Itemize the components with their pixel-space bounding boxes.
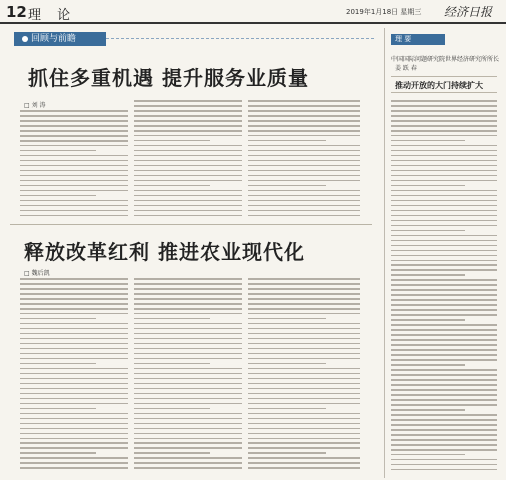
text-line bbox=[248, 333, 360, 335]
text-line bbox=[20, 383, 128, 385]
text-line bbox=[134, 140, 210, 142]
text-line bbox=[391, 374, 497, 376]
text-line bbox=[391, 200, 497, 202]
article2-body-col1 bbox=[20, 278, 128, 472]
text-line bbox=[391, 389, 497, 391]
text-line bbox=[134, 462, 242, 464]
text-line bbox=[391, 349, 497, 351]
text-line bbox=[134, 125, 242, 127]
text-line bbox=[391, 100, 497, 102]
text-line bbox=[248, 398, 360, 400]
text-line bbox=[391, 245, 497, 247]
text-line bbox=[248, 278, 360, 280]
text-line bbox=[391, 429, 497, 431]
text-line bbox=[20, 210, 128, 212]
text-line bbox=[20, 175, 128, 177]
text-line bbox=[134, 438, 242, 440]
text-line bbox=[248, 210, 360, 212]
text-line bbox=[391, 250, 497, 252]
text-line bbox=[20, 160, 128, 162]
text-line bbox=[134, 115, 242, 117]
text-line bbox=[248, 215, 360, 217]
text-line bbox=[20, 195, 96, 197]
text-line bbox=[20, 130, 128, 132]
newspaper-logo: 经济日报 bbox=[444, 5, 493, 19]
text-line bbox=[20, 155, 128, 157]
text-line bbox=[20, 353, 128, 355]
text-line bbox=[248, 433, 360, 435]
text-line bbox=[248, 388, 360, 390]
text-line bbox=[20, 388, 128, 390]
text-line bbox=[248, 403, 360, 405]
text-line bbox=[391, 414, 497, 416]
article1-headline: 抓住多重机遇 提升服务业质量 bbox=[28, 66, 309, 90]
text-line bbox=[20, 403, 128, 405]
text-line bbox=[248, 303, 360, 305]
text-line bbox=[248, 165, 360, 167]
column-banner bbox=[14, 32, 106, 46]
text-line bbox=[391, 274, 465, 276]
text-line bbox=[391, 135, 497, 137]
text-line bbox=[134, 433, 242, 435]
text-line bbox=[134, 110, 242, 112]
article1-body-col3 bbox=[248, 100, 360, 220]
text-line bbox=[134, 447, 242, 449]
text-line bbox=[248, 378, 360, 380]
text-line bbox=[134, 100, 242, 102]
text-line bbox=[391, 354, 497, 356]
text-line bbox=[391, 220, 497, 222]
text-line bbox=[248, 140, 326, 142]
text-line bbox=[20, 115, 128, 117]
text-line bbox=[248, 130, 360, 132]
text-line bbox=[391, 255, 497, 257]
text-line bbox=[391, 279, 497, 281]
text-line bbox=[391, 369, 497, 371]
text-line bbox=[134, 145, 242, 147]
text-line bbox=[248, 373, 360, 375]
text-line bbox=[20, 378, 128, 380]
article1-body-col2 bbox=[134, 100, 242, 220]
text-line bbox=[134, 308, 242, 310]
right-author-affiliation: 中国国际问题研究院世界经济研究所所长 bbox=[391, 56, 500, 63]
text-line bbox=[134, 358, 242, 360]
text-line bbox=[391, 160, 497, 162]
text-line bbox=[248, 120, 360, 122]
text-line bbox=[391, 235, 497, 237]
text-line bbox=[20, 447, 128, 449]
text-line bbox=[248, 338, 360, 340]
text-line bbox=[248, 343, 360, 345]
text-line bbox=[248, 393, 360, 395]
text-line bbox=[248, 200, 360, 202]
text-line bbox=[391, 284, 497, 286]
text-line bbox=[248, 283, 360, 285]
right-article-title: 推动开放的大门持续扩大 bbox=[395, 81, 483, 90]
text-line bbox=[391, 304, 497, 306]
column-banner-label: 回顾与前瞻 bbox=[31, 34, 77, 44]
text-line bbox=[391, 379, 497, 381]
text-line bbox=[134, 303, 242, 305]
text-line bbox=[134, 373, 242, 375]
page-header bbox=[0, 0, 506, 24]
text-line bbox=[20, 110, 128, 112]
text-line bbox=[20, 145, 128, 147]
text-line bbox=[391, 444, 497, 446]
text-line bbox=[134, 328, 242, 330]
text-line bbox=[248, 368, 360, 370]
text-line bbox=[20, 185, 128, 187]
banner-rule bbox=[106, 38, 374, 39]
text-line bbox=[134, 318, 210, 320]
article2-author: □ 魏后凯 bbox=[24, 270, 50, 277]
text-line bbox=[134, 288, 242, 290]
text-line bbox=[134, 467, 242, 469]
text-line bbox=[20, 323, 128, 325]
text-line bbox=[20, 150, 96, 152]
text-line bbox=[20, 452, 96, 454]
text-line bbox=[391, 424, 497, 426]
text-line bbox=[391, 394, 497, 396]
text-line bbox=[134, 185, 210, 187]
text-line bbox=[391, 339, 497, 341]
text-line bbox=[134, 338, 242, 340]
text-line bbox=[391, 225, 497, 227]
text-line bbox=[248, 308, 360, 310]
text-line bbox=[134, 135, 242, 137]
text-line bbox=[134, 423, 242, 425]
text-line bbox=[20, 363, 96, 365]
text-line bbox=[391, 110, 497, 112]
text-line bbox=[248, 160, 360, 162]
text-line bbox=[391, 454, 465, 456]
text-line bbox=[391, 449, 497, 451]
text-line bbox=[248, 413, 360, 415]
text-line bbox=[20, 125, 128, 127]
text-line bbox=[391, 319, 465, 321]
text-line bbox=[391, 324, 497, 326]
text-line bbox=[248, 423, 360, 425]
text-line bbox=[391, 210, 497, 212]
text-line bbox=[20, 423, 128, 425]
text-line bbox=[391, 230, 465, 232]
text-line bbox=[20, 413, 128, 415]
text-line bbox=[20, 180, 128, 182]
text-line bbox=[248, 175, 360, 177]
text-line bbox=[134, 215, 242, 217]
text-line bbox=[134, 363, 210, 365]
text-line bbox=[248, 383, 360, 385]
text-line bbox=[248, 358, 360, 360]
text-line bbox=[134, 205, 242, 207]
text-line bbox=[20, 200, 128, 202]
text-line bbox=[391, 190, 497, 192]
text-line bbox=[20, 328, 128, 330]
text-line bbox=[20, 215, 128, 217]
text-line bbox=[391, 364, 465, 366]
article2-body-col2 bbox=[134, 278, 242, 472]
text-line bbox=[134, 388, 242, 390]
text-line bbox=[248, 457, 360, 459]
article-divider bbox=[10, 224, 372, 225]
text-line bbox=[20, 467, 128, 469]
text-line bbox=[391, 125, 497, 127]
text-line bbox=[20, 278, 128, 280]
text-line bbox=[248, 105, 360, 107]
article1-body-col1 bbox=[20, 110, 128, 220]
text-line bbox=[134, 413, 242, 415]
text-line bbox=[248, 467, 360, 469]
main-column bbox=[6, 28, 376, 478]
text-line bbox=[20, 190, 128, 192]
text-line bbox=[391, 175, 497, 177]
text-line bbox=[391, 289, 497, 291]
text-line bbox=[20, 358, 128, 360]
text-line bbox=[391, 240, 497, 242]
text-line bbox=[20, 293, 128, 295]
text-line bbox=[391, 185, 465, 187]
text-line bbox=[134, 120, 242, 122]
page-number: 12 bbox=[6, 3, 27, 21]
text-line bbox=[20, 368, 128, 370]
right-rule-bottom bbox=[391, 92, 497, 93]
text-line bbox=[134, 313, 242, 315]
text-line bbox=[391, 150, 497, 152]
text-line bbox=[248, 195, 360, 197]
text-line bbox=[134, 190, 242, 192]
text-line bbox=[391, 140, 465, 142]
text-line bbox=[391, 105, 497, 107]
text-line bbox=[20, 298, 128, 300]
text-line bbox=[391, 180, 497, 182]
text-line bbox=[134, 200, 242, 202]
text-line bbox=[134, 175, 242, 177]
text-line bbox=[20, 338, 128, 340]
text-line bbox=[20, 205, 128, 207]
text-line bbox=[134, 130, 242, 132]
text-line bbox=[134, 293, 242, 295]
text-line bbox=[134, 403, 242, 405]
text-line bbox=[20, 303, 128, 305]
text-line bbox=[248, 447, 360, 449]
text-line bbox=[391, 299, 497, 301]
text-line bbox=[248, 462, 360, 464]
text-line bbox=[20, 318, 96, 320]
text-line bbox=[391, 155, 497, 157]
text-line bbox=[134, 418, 242, 420]
text-line bbox=[391, 145, 497, 147]
text-line bbox=[248, 293, 360, 295]
text-line bbox=[134, 298, 242, 300]
text-line bbox=[248, 288, 360, 290]
text-line bbox=[134, 442, 242, 444]
text-line bbox=[391, 205, 497, 207]
text-line bbox=[134, 378, 242, 380]
text-line bbox=[248, 323, 360, 325]
text-line bbox=[20, 313, 128, 315]
text-line bbox=[134, 368, 242, 370]
text-line bbox=[20, 140, 128, 142]
text-line bbox=[391, 434, 497, 436]
issue-date: 2019年1月18日 星期三 bbox=[346, 8, 422, 16]
text-line bbox=[20, 393, 128, 395]
text-line bbox=[391, 269, 497, 271]
text-line bbox=[134, 160, 242, 162]
text-line bbox=[134, 333, 242, 335]
text-line bbox=[391, 294, 497, 296]
text-line bbox=[248, 180, 360, 182]
text-line bbox=[248, 418, 360, 420]
section-title: 理 论 bbox=[28, 8, 77, 23]
text-line bbox=[248, 363, 326, 365]
text-line bbox=[20, 442, 128, 444]
text-line bbox=[248, 313, 360, 315]
right-column-tag: 理 要 bbox=[391, 34, 445, 45]
text-line bbox=[391, 419, 497, 421]
text-line bbox=[391, 170, 497, 172]
bullet-icon bbox=[22, 36, 28, 42]
text-line bbox=[134, 383, 242, 385]
text-line bbox=[248, 348, 360, 350]
text-line bbox=[248, 190, 360, 192]
text-line bbox=[20, 438, 128, 440]
text-line bbox=[391, 314, 497, 316]
text-line bbox=[248, 353, 360, 355]
text-line bbox=[248, 145, 360, 147]
text-line bbox=[134, 348, 242, 350]
text-line bbox=[134, 398, 242, 400]
text-line bbox=[391, 195, 497, 197]
text-line bbox=[20, 398, 128, 400]
text-line bbox=[134, 170, 242, 172]
text-line bbox=[391, 399, 497, 401]
text-line bbox=[134, 457, 242, 459]
text-line bbox=[391, 404, 497, 406]
right-author-name: 姜 跃 春 bbox=[395, 65, 417, 72]
text-line bbox=[20, 283, 128, 285]
text-line bbox=[248, 318, 326, 320]
text-line bbox=[134, 150, 242, 152]
text-line bbox=[134, 393, 242, 395]
text-line bbox=[20, 457, 128, 459]
text-line bbox=[134, 428, 242, 430]
text-line bbox=[248, 115, 360, 117]
text-line bbox=[248, 298, 360, 300]
text-line bbox=[391, 464, 497, 466]
article1-author: □ 刘 涛 bbox=[24, 102, 46, 109]
text-line bbox=[20, 428, 128, 430]
text-line bbox=[134, 278, 242, 280]
text-line bbox=[248, 185, 326, 187]
text-line bbox=[20, 135, 128, 137]
text-line bbox=[134, 210, 242, 212]
text-line bbox=[20, 373, 128, 375]
text-line bbox=[248, 155, 360, 157]
text-line bbox=[248, 452, 326, 454]
text-line bbox=[391, 120, 497, 122]
text-line bbox=[20, 170, 128, 172]
text-line bbox=[248, 110, 360, 112]
text-line bbox=[248, 150, 360, 152]
text-line bbox=[20, 348, 128, 350]
text-line bbox=[248, 135, 360, 137]
text-line bbox=[248, 328, 360, 330]
text-line bbox=[391, 384, 497, 386]
text-line bbox=[391, 469, 497, 471]
text-line bbox=[20, 288, 128, 290]
text-line bbox=[391, 215, 497, 217]
text-line bbox=[391, 309, 497, 311]
text-line bbox=[134, 408, 210, 410]
text-line bbox=[391, 359, 497, 361]
text-line bbox=[134, 323, 242, 325]
article2-headline: 释放改革红利 推进农业现代化 bbox=[24, 240, 305, 264]
text-line bbox=[134, 195, 242, 197]
text-line bbox=[134, 105, 242, 107]
text-line bbox=[391, 264, 497, 266]
text-line bbox=[391, 344, 497, 346]
text-line bbox=[248, 205, 360, 207]
text-line bbox=[391, 409, 465, 411]
text-line bbox=[391, 439, 497, 441]
text-line bbox=[248, 428, 360, 430]
right-column bbox=[384, 28, 503, 478]
text-line bbox=[20, 418, 128, 420]
text-line bbox=[134, 180, 242, 182]
text-line bbox=[134, 283, 242, 285]
text-line bbox=[20, 343, 128, 345]
text-line bbox=[20, 408, 96, 410]
article2-body-col3 bbox=[248, 278, 360, 472]
text-line bbox=[20, 433, 128, 435]
text-line bbox=[134, 155, 242, 157]
text-line bbox=[20, 333, 128, 335]
text-line bbox=[391, 260, 497, 262]
text-line bbox=[134, 165, 242, 167]
text-line bbox=[391, 165, 497, 167]
text-line bbox=[391, 130, 497, 132]
text-line bbox=[20, 462, 128, 464]
text-line bbox=[248, 170, 360, 172]
text-line bbox=[391, 459, 497, 461]
text-line bbox=[391, 334, 497, 336]
right-rule-top bbox=[391, 76, 497, 77]
text-line bbox=[20, 120, 128, 122]
text-line bbox=[248, 100, 360, 102]
text-line bbox=[391, 115, 497, 117]
text-line bbox=[134, 343, 242, 345]
text-line bbox=[248, 408, 326, 410]
text-line bbox=[248, 438, 360, 440]
text-line bbox=[248, 125, 360, 127]
text-line bbox=[248, 442, 360, 444]
text-line bbox=[134, 452, 210, 454]
text-line bbox=[20, 308, 128, 310]
text-line bbox=[134, 353, 242, 355]
right-article-body bbox=[391, 100, 497, 474]
text-line bbox=[391, 329, 497, 331]
text-line bbox=[20, 165, 128, 167]
